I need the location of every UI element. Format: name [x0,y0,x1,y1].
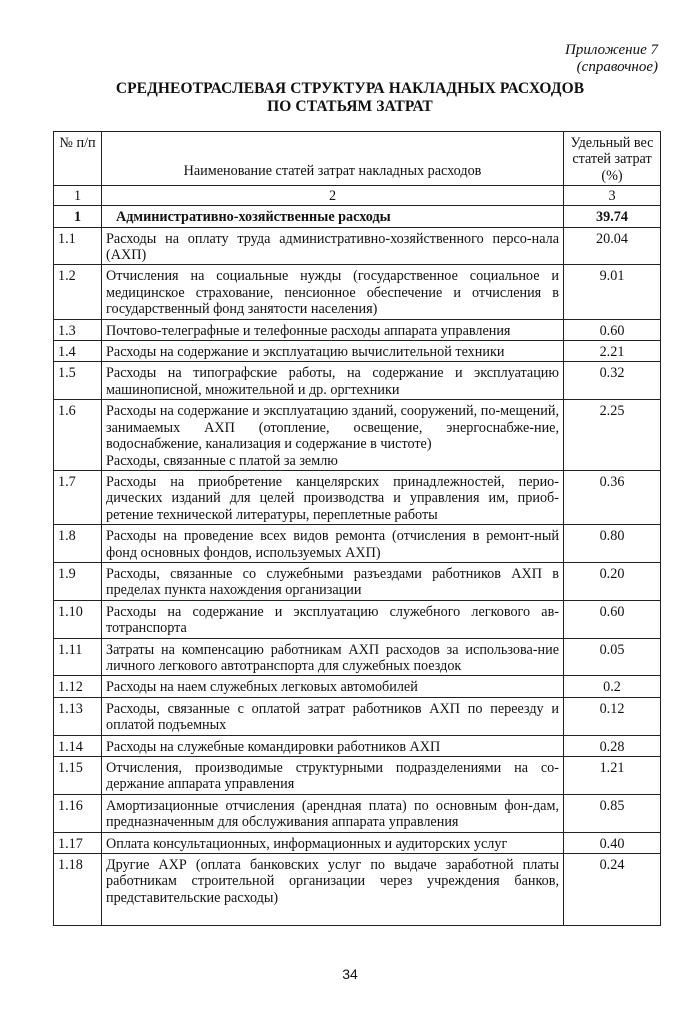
table-row [54,735,661,756]
row-name-text: Расходы на типографские работы, на содержание и эксплуатацию машинописной, множительной и др. оргтехники [106,365,559,398]
row-num: 1.3 [54,319,102,340]
page-title [0,80,700,116]
column-number: 3 [564,186,661,206]
row-share: 0.2 [564,676,661,697]
row-name [102,600,564,638]
overhead-structure-table [53,131,661,926]
row-num: 1.6 [54,400,102,471]
row-share: 0.12 [564,697,661,735]
header-num: № п/п [54,132,102,186]
row-name [102,341,564,362]
row-share: 2.21 [564,341,661,362]
row-name [102,265,564,319]
table-row [54,676,661,697]
row-share: 0.28 [564,735,661,756]
row-num: 1.7 [54,470,102,524]
row-name [102,757,564,795]
row-num: 1.18 [54,854,102,926]
row-name [102,562,564,600]
row-num: 1.9 [54,562,102,600]
column-number-row [54,186,661,206]
column-number: 2 [102,186,564,206]
row-share: 0.20 [564,562,661,600]
page-title-line-1: СРЕДНЕОТРАСЛЕВАЯ СТРУКТУРА НАКЛАДНЫХ РАСХОДОВ [115,80,585,97]
row-name [102,400,564,471]
row-share: 0.85 [564,794,661,832]
row-name [102,735,564,756]
table-row [54,832,661,853]
row-name [102,362,564,400]
column-number: 1 [54,186,102,206]
table-row [54,794,661,832]
row-name [102,676,564,697]
row-name [102,319,564,340]
row-num: 1.1 [54,227,102,265]
appendix-type: (справочное) [576,59,658,75]
row-name-text: Расходы на проведение всех видов ремонта (отчисления в ремонт-ный фонд основных фондов, используемых АХП) [106,528,559,561]
table-row [54,319,661,340]
row-name-text: Почтово-телеграфные и телефонные расходы аппарата управления [106,322,511,339]
table-row [54,341,661,362]
table-row [54,697,661,735]
table-row [54,265,661,319]
row-name [102,638,564,676]
page-number: 34 [342,966,358,982]
row-name-text: Расходы на содержание и эксплуатацию зданий, сооружений, по-мещений, занимаемых АХП (отопление, освещение, энергоснабже-ние, водоснабжение, канализация и содержание в чистоте) [106,403,559,453]
row-name-text: Отчисления, производимые структурными подразделениями на со-держание аппарата управления [106,760,559,793]
row-name-text: Оплата консультационных, информационных и аудиторских услуг [106,835,508,852]
header-name: Наименование статей затрат накладных расходов [102,132,564,186]
row-name-text: Расходы на содержание и эксплуатацию служебного легкового ав-тотранспорта [106,603,559,637]
row-num: 1.10 [54,600,102,638]
row-num: 1.15 [54,757,102,795]
row-num: 1.2 [54,265,102,319]
row-name-text: Расходы, связанные со служебными разъездами работников АХП в пределах пункта нахождения организации [106,565,559,599]
row-name-text: Расходы на служебные командировки работников АХП [106,738,441,755]
row-name-text: Расходы на содержание и эксплуатацию вычислительной техники [106,344,505,361]
table-row [54,562,661,600]
section-share: 39.74 [564,206,661,227]
row-share: 2.25 [564,400,661,471]
row-num: 1.4 [54,341,102,362]
row-share: 0.80 [564,525,661,563]
row-share: 1.21 [564,757,661,795]
table-row [54,600,661,638]
row-num: 1.12 [54,676,102,697]
row-share: 0.60 [564,600,661,638]
table-row [54,525,661,563]
row-num: 1.8 [54,525,102,563]
row-share: 20.04 [564,227,661,265]
row-name [102,832,564,853]
table-row [54,227,661,265]
header-share: Удельный вес статей затрат (%) [564,132,661,186]
row-share: 0.24 [564,854,661,926]
section-row [54,206,661,227]
row-share: 0.05 [564,638,661,676]
page-title-line-2: ПО СТАТЬЯМ ЗАТРАТ [267,98,433,115]
section-name: Административно-хозяйственные расходы [102,206,564,227]
row-share: 0.40 [564,832,661,853]
row-num: 1.11 [54,638,102,676]
row-name [102,470,564,524]
row-name-text: Затраты на компенсацию работникам АХП расходов за использова-ние личного легкового автотранспорта для служебных поездок [106,641,559,674]
row-share: 9.01 [564,265,661,319]
row-name [102,794,564,832]
table-row [54,362,661,400]
row-name-extra: Расходы, связанные с платой за землю [106,452,338,469]
table-row [54,757,661,795]
table-row [54,400,661,471]
row-share: 0.60 [564,319,661,340]
row-num: 1.5 [54,362,102,400]
table-header-row [54,132,661,186]
row-num: 1.14 [54,735,102,756]
row-name-text: Отчисления на социальные нужды (государственное социальное и медицинское страхование, пенсионное обеспечение и отчисления в государственный фонд занятости населения) [106,268,559,318]
row-name [102,854,564,926]
row-name [102,525,564,563]
row-num: 1.16 [54,794,102,832]
row-num: 1.17 [54,832,102,853]
row-name-text: Амортизационные отчисления (арендная плата) по основным фон-дам, предназначенным для обслуживания аппарата управления [106,797,559,831]
row-share: 0.36 [564,470,661,524]
section-num: 1 [54,206,102,227]
row-name-text: Расходы, связанные с оплатой затрат работников АХП по переезду и оплатой подъемных [106,700,559,734]
table-row [54,638,661,676]
table-row [54,854,661,926]
row-num: 1.13 [54,697,102,735]
row-name [102,227,564,265]
appendix-label [565,42,658,76]
row-name-text: Другие АХР (оплата банковских услуг по выдаче заработной платы работникам строительной организации через учреждения банков, представительские расходы) [106,857,559,906]
row-name-text: Расходы на наем служебных легковых автомобилей [106,679,418,696]
appendix-number: Приложение 7 [565,42,658,58]
row-name-text: Расходы на приобретение канцелярских принадлежностей, перио-дических изданий для целей производства и управления им, приоб-ретение технической литературы, переплетные работы [106,473,559,523]
row-share: 0.32 [564,362,661,400]
table-row [54,470,661,524]
row-name [102,697,564,735]
row-name-text: Расходы на оплату труда административно-хозяйственного персо-нала (АХП) [106,230,559,264]
